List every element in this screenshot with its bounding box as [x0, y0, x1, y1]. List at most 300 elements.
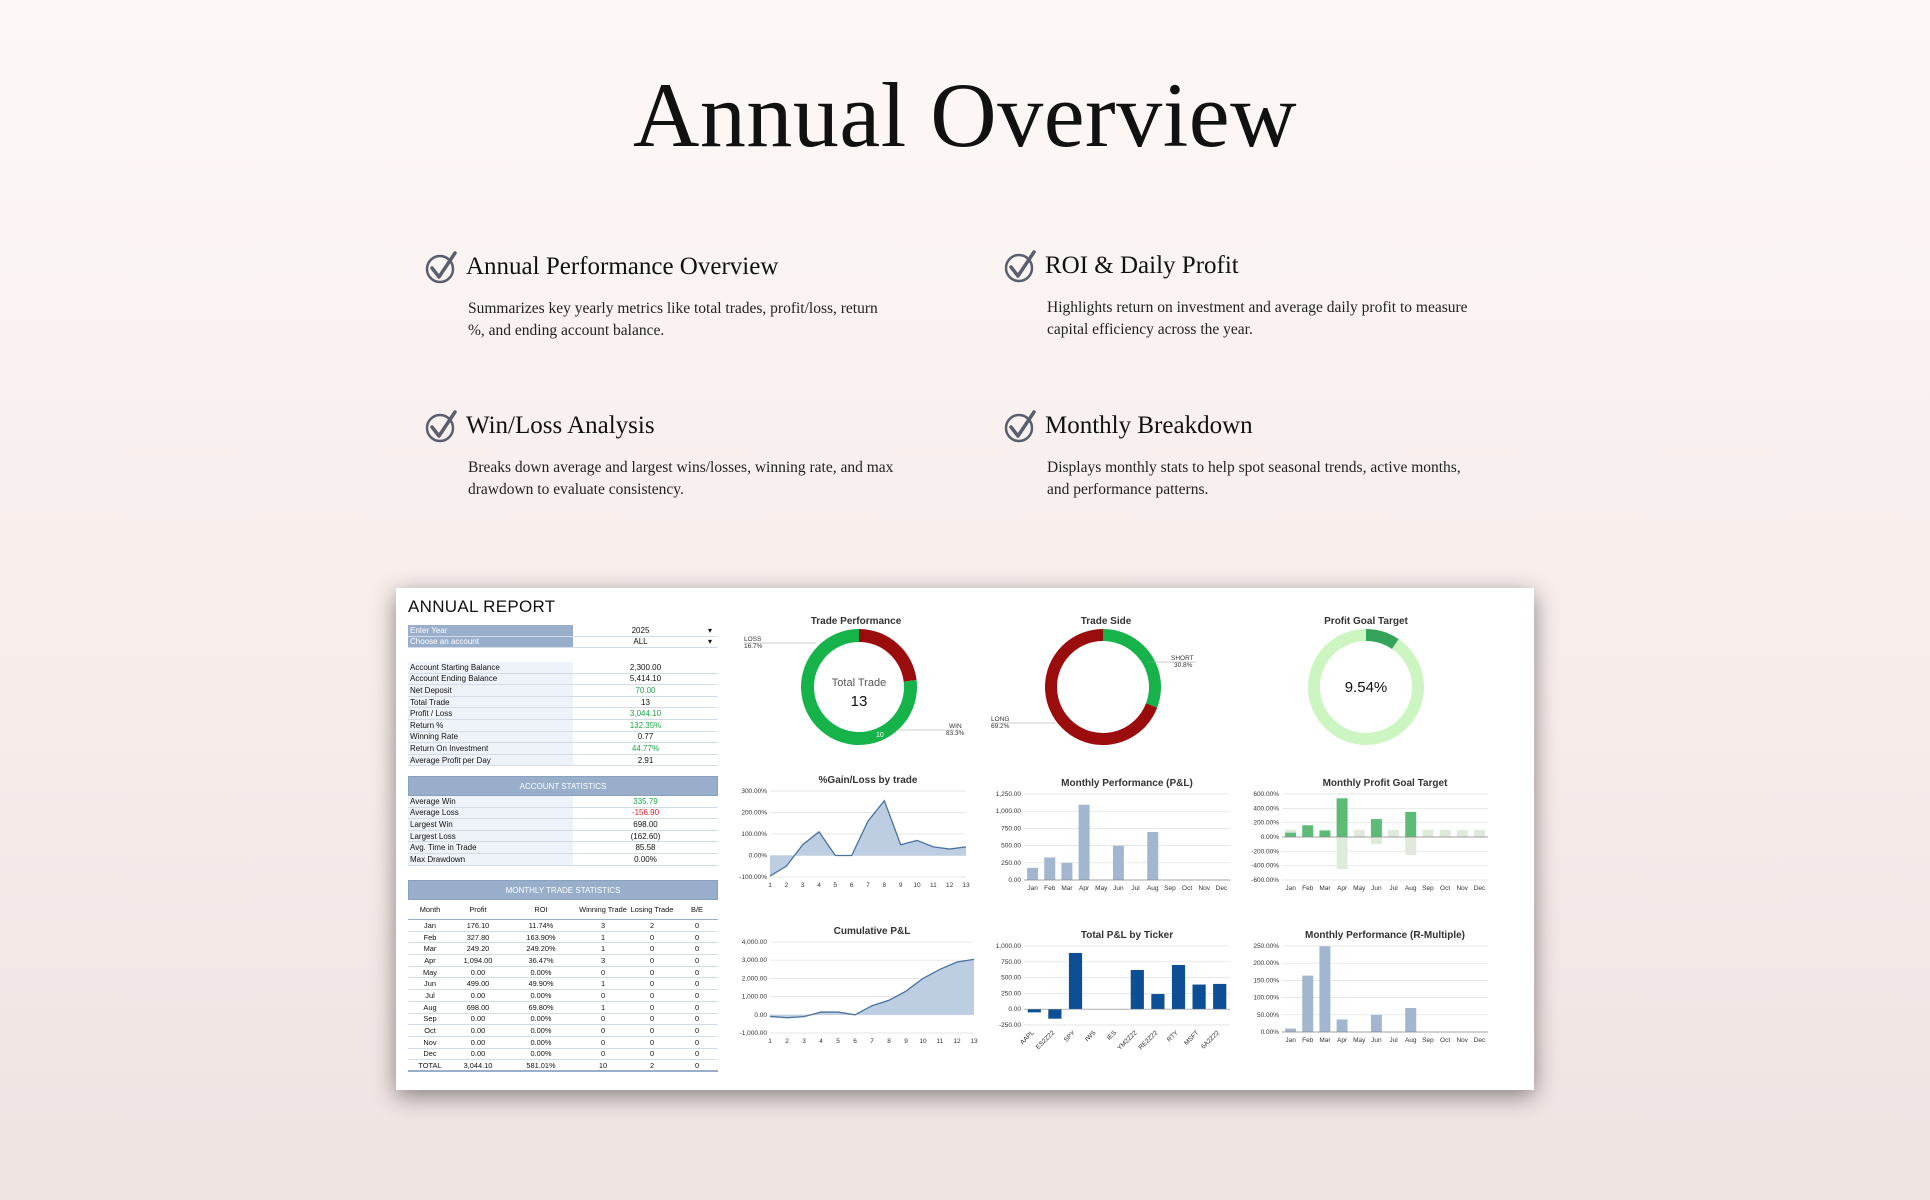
y-tick-label: 150.00%	[1253, 977, 1279, 985]
dropdown-arrow-icon[interactable]: ▾	[708, 625, 713, 635]
summary-row	[408, 697, 718, 709]
monthly-performance-pl-chart	[986, 776, 1236, 894]
row-value: 3,044.10	[629, 709, 662, 719]
report-selectors	[408, 625, 718, 648]
row-value: 85.58	[635, 843, 656, 853]
table-cell: 0	[694, 1002, 700, 1012]
table-row	[408, 990, 718, 1002]
target-bar	[1440, 830, 1451, 837]
bar	[1193, 985, 1206, 1010]
x-tick-label: YM2Z22	[1116, 1029, 1139, 1052]
table-cell: 0	[649, 1002, 655, 1012]
row-value: 2.91	[637, 755, 654, 765]
y-tick-label: 100.00%	[1253, 994, 1279, 1002]
y-tick-label: 2,000.00	[741, 975, 767, 983]
feature-title: Win/Loss Analysis	[466, 412, 655, 439]
target-bar	[1405, 837, 1416, 855]
feature-monthly-breakdown	[1003, 409, 1473, 501]
account-statistics	[408, 776, 718, 866]
y-tick-label: -600.00%	[1251, 877, 1279, 884]
y-tick-label: 50.00%	[1256, 1011, 1279, 1019]
table-cell: Nov	[423, 1037, 437, 1047]
year-value[interactable]: 2025	[573, 626, 708, 635]
table-cell: 249.20	[466, 944, 490, 954]
bar	[1048, 1009, 1061, 1018]
row-value: 13	[641, 697, 650, 707]
bar	[1061, 863, 1072, 880]
x-tick-label: 1	[768, 1038, 772, 1045]
x-tick-label: Jan	[1285, 885, 1296, 892]
check-circle-icon	[1003, 249, 1037, 283]
row-value: 0.77	[637, 732, 654, 742]
table-cell: 0	[649, 932, 655, 942]
table-cell: 0.00%	[530, 1014, 552, 1024]
x-tick-label: Dec	[1473, 1037, 1486, 1044]
table-cell: 0	[600, 1026, 606, 1036]
account-stat-row	[408, 842, 718, 854]
column-header: B/E	[691, 905, 703, 914]
table-cell: 1	[600, 1002, 606, 1012]
donut-slice	[1103, 629, 1161, 708]
bar	[1302, 976, 1313, 1032]
donut-slice	[1366, 629, 1399, 649]
x-tick-label: 7	[866, 882, 870, 889]
x-tick-label: 10	[913, 882, 921, 889]
account-stat-row	[408, 819, 718, 831]
table-cell: 3,044.10	[463, 1060, 493, 1070]
target-bar	[1354, 830, 1365, 837]
x-tick-label: Sep	[1164, 885, 1176, 892]
legend-percent: 30.8%	[1174, 662, 1193, 669]
y-tick-label: 250.00	[1001, 990, 1021, 998]
x-tick-label: Jun	[1113, 885, 1124, 892]
table-cell: 0	[649, 955, 655, 965]
y-tick-label: 200.00%	[1253, 960, 1279, 968]
annual-report-screenshot	[396, 588, 1534, 1090]
x-tick-label: IES	[1105, 1029, 1119, 1042]
legend-percent: 83.3%	[946, 730, 965, 737]
y-tick-label: 0.00	[1008, 1006, 1021, 1014]
y-tick-label: 500.00	[1001, 974, 1021, 982]
x-tick-label: 12	[953, 1038, 961, 1045]
x-tick-label: Jan	[1027, 885, 1038, 892]
x-tick-label: Mar	[1061, 885, 1073, 892]
bar	[1337, 798, 1348, 837]
table-cell: 0	[649, 1037, 655, 1047]
table-cell: 499.00	[466, 979, 490, 989]
x-tick-label: RE2Z22	[1137, 1029, 1160, 1052]
monthly-performance-pl-chart-svg	[986, 776, 1236, 894]
y-tick-label: 1,000.00	[995, 808, 1021, 816]
row-label: Largest Win	[408, 819, 573, 830]
x-tick-label: 8	[882, 882, 887, 889]
legend-percent: 16.7%	[744, 643, 763, 650]
x-tick-label: Dec	[1473, 885, 1486, 892]
year-selector[interactable]	[408, 625, 718, 637]
row-label: Account Ending Balance	[408, 674, 573, 685]
y-tick-label: 750.00	[1001, 958, 1021, 966]
table-cell: 0.00	[470, 1049, 486, 1059]
row-label: Net Deposit	[408, 685, 573, 696]
table-cell: 0	[694, 990, 700, 1000]
trade-performance-chart-svg	[736, 614, 976, 744]
table-row	[408, 1025, 718, 1037]
x-tick-label: 7	[870, 1038, 874, 1045]
table-cell: Aug	[423, 1002, 437, 1012]
x-tick-label: 5	[833, 882, 838, 889]
chart-title: Total P&L by Ticker	[1080, 930, 1174, 941]
total-pl-by-ticker-chart-svg	[986, 928, 1236, 1053]
bar	[1405, 812, 1416, 837]
monthly-profit-goal-chart-svg	[1244, 776, 1494, 894]
bar	[1028, 1009, 1041, 1012]
x-tick-label: SPY	[1062, 1029, 1077, 1044]
x-tick-label: 12	[946, 882, 954, 889]
row-label: Largest Loss	[408, 831, 573, 842]
row-label: Return %	[408, 720, 573, 731]
x-tick-label: Apr	[1337, 1037, 1348, 1044]
bar	[1405, 1008, 1416, 1032]
feature-title: ROI & Daily Profit	[1045, 252, 1239, 279]
cumulative-pl-chart-svg	[732, 924, 980, 1047]
feature-description: Breaks down average and largest wins/losses, winning rate, and max drawdown to evaluate consistency.	[468, 459, 894, 498]
table-cell: 2	[649, 920, 655, 930]
table-cell: 0	[694, 979, 700, 989]
bar	[1027, 868, 1038, 880]
x-tick-label: Mar	[1319, 1037, 1331, 1044]
x-tick-label: May	[1095, 885, 1108, 892]
target-bar	[1422, 830, 1433, 837]
x-tick-label: 6	[849, 882, 854, 889]
y-tick-label: 750.00	[1001, 825, 1021, 833]
bar	[1069, 953, 1082, 1009]
table-cell: 0	[649, 1026, 655, 1036]
slice-value: 4	[1133, 660, 1137, 667]
account-statistics-header: ACCOUNT STATISTICS	[408, 776, 718, 796]
x-tick-label: Nov	[1456, 885, 1469, 892]
y-tick-label: 100.00%	[741, 831, 767, 838]
table-cell: Oct	[424, 1026, 436, 1036]
column-header: ROI	[534, 905, 548, 914]
target-bar	[1371, 837, 1382, 844]
row-value: 132.35%	[629, 720, 662, 730]
total-row	[408, 1060, 718, 1072]
y-tick-label: 500.00	[1001, 842, 1021, 850]
table-cell: 0	[694, 944, 700, 954]
account-value[interactable]: ALL	[573, 637, 708, 646]
row-label: Average Loss	[408, 808, 573, 819]
x-tick-label: Oct	[1440, 885, 1451, 892]
table-cell: 0	[649, 967, 655, 977]
row-label: Total Trade	[408, 697, 573, 708]
x-tick-label: Nov	[1456, 1037, 1469, 1044]
account-stat-row	[408, 796, 718, 808]
bar	[1371, 1015, 1382, 1032]
x-tick-label: Jun	[1371, 1037, 1382, 1044]
table-cell: 0	[649, 944, 655, 954]
table-cell: 0.00	[470, 1026, 486, 1036]
x-tick-label: Feb	[1302, 885, 1314, 892]
table-cell: Dec	[423, 1049, 437, 1059]
table-row	[408, 1037, 718, 1049]
row-value: 5,414.10	[629, 674, 662, 684]
x-tick-label: Mar	[1319, 885, 1331, 892]
table-cell: 0	[600, 1049, 606, 1059]
bar	[1147, 832, 1158, 880]
chart-title: Trade Side	[1080, 616, 1132, 627]
legend-percent: 69.2%	[991, 723, 1010, 730]
table-row	[408, 967, 718, 979]
y-tick-label: 200.00%	[741, 809, 767, 817]
feature-win-loss	[424, 409, 894, 501]
y-tick-label: 1,000.00	[995, 943, 1021, 950]
chart-title: %Gain/Loss by trade	[818, 775, 918, 786]
table-row	[408, 955, 718, 967]
row-value: 0.00%	[634, 854, 657, 864]
x-tick-label: 3	[802, 1038, 806, 1045]
column-header: Winning Trade	[579, 905, 627, 914]
summary-row	[408, 755, 718, 767]
x-tick-label: Aug	[1146, 885, 1159, 892]
feature-roi-daily-profit	[1003, 249, 1473, 341]
table-cell: 0	[694, 932, 700, 942]
x-tick-label: 9	[904, 1038, 908, 1045]
summary-row	[408, 685, 718, 697]
x-tick-label: 8	[887, 1038, 891, 1045]
x-tick-label: 13	[962, 882, 970, 889]
y-tick-label: 0.00	[754, 1011, 767, 1019]
x-tick-label: MSFT	[1183, 1029, 1201, 1047]
account-stat-row	[408, 808, 718, 820]
monthly-performance-r-multiple-chart	[1244, 928, 1494, 1046]
table-cell: 0.00%	[530, 1026, 552, 1036]
y-tick-label: 300.00%	[741, 788, 767, 795]
row-value: 44.77%	[631, 743, 660, 753]
area-fill	[770, 801, 966, 876]
x-tick-label: Sep	[1422, 885, 1434, 892]
feature-description: Displays monthly stats to help spot seasonal trends, active months, and performance patterns.	[1047, 459, 1461, 498]
trade-side-chart-svg	[986, 614, 1226, 744]
check-circle-icon	[1003, 409, 1037, 443]
table-cell: May	[423, 967, 437, 977]
row-value: (162.60)	[630, 831, 661, 841]
x-tick-label: Jun	[1371, 885, 1382, 892]
x-tick-label: 5	[836, 1038, 840, 1045]
table-cell: 0	[649, 1049, 655, 1059]
table-cell: 581.01%	[526, 1060, 556, 1070]
table-row	[408, 1014, 718, 1026]
x-tick-label: 10	[919, 1038, 927, 1045]
x-tick-label: 2	[785, 1038, 789, 1045]
table-cell: Apr	[424, 955, 436, 965]
x-tick-label: Dec	[1215, 885, 1228, 892]
x-tick-label: Feb	[1302, 1037, 1314, 1044]
legend-label: LOSS	[744, 636, 762, 643]
bar	[1337, 1019, 1348, 1032]
x-tick-label: Apr	[1337, 885, 1348, 892]
cumulative-pl-chart	[732, 924, 980, 1047]
page-title: Annual Overview	[632, 64, 1298, 166]
table-cell: 0	[694, 955, 700, 965]
table-cell: 249.20%	[526, 944, 556, 954]
gain-loss-by-trade-chart	[732, 773, 972, 891]
x-tick-label: Jul	[1389, 1037, 1398, 1044]
table-cell: 0.00%	[530, 990, 552, 1000]
x-tick-label: Aug	[1404, 885, 1417, 892]
table-cell: 0	[694, 920, 700, 930]
y-tick-label: 0.00%	[1260, 1029, 1279, 1036]
x-tick-label: Feb	[1044, 885, 1056, 892]
table-cell: Jul	[425, 990, 435, 1000]
x-tick-label: Oct	[1440, 1037, 1451, 1044]
summary-row	[408, 720, 718, 732]
x-tick-label: May	[1353, 885, 1366, 892]
summary-table	[408, 662, 718, 766]
summary-row	[408, 662, 718, 674]
x-tick-label: 9	[898, 882, 903, 889]
x-tick-label: 1	[768, 882, 772, 889]
feature-description: Highlights return on investment and average daily profit to measure capital efficiency across the year.	[1047, 299, 1468, 338]
table-cell: 327.80	[466, 932, 490, 942]
table-cell: 0	[649, 990, 655, 1000]
row-value: 2,300.00	[629, 662, 662, 672]
table-cell: 3	[600, 920, 606, 930]
bar	[1044, 857, 1055, 880]
table-cell: 1,094.00	[463, 955, 493, 965]
table-cell: 0.00%	[530, 1037, 552, 1047]
x-tick-label: 4	[817, 882, 821, 889]
table-cell: 3	[600, 955, 606, 965]
row-value: -156.90	[631, 808, 660, 818]
legend-label: WIN	[949, 723, 962, 730]
chart-title: Cumulative P&L	[833, 926, 911, 937]
x-tick-label: 11	[929, 882, 937, 889]
table-cell: 10	[598, 1060, 608, 1070]
table-cell: 2	[649, 1060, 655, 1070]
trade-side-chart	[986, 614, 1226, 744]
x-tick-label: ES2Z22	[1034, 1029, 1057, 1052]
x-tick-label: 13	[970, 1038, 978, 1045]
y-tick-label: -1,000.00	[739, 1030, 767, 1037]
account-label: Choose an account	[408, 637, 573, 648]
y-tick-label: 4,000.00	[741, 939, 767, 946]
table-cell: 0.00%	[530, 967, 552, 977]
center-label: Total Trade	[831, 677, 887, 689]
table-cell: 0	[600, 1014, 606, 1024]
chart-title: Monthly Performance (R-Multiple)	[1304, 930, 1466, 941]
bar	[1319, 946, 1330, 1032]
check-circle-icon	[424, 409, 458, 443]
bar	[1213, 984, 1226, 1009]
row-label: Winning Rate	[408, 732, 573, 743]
table-cell: 0.00%	[530, 1049, 552, 1059]
table-cell: 1	[600, 944, 606, 954]
monthly-statistics-header: MONTHLY TRADE STATISTICS	[408, 880, 718, 900]
table-cell: 0	[694, 967, 700, 977]
x-tick-label: IWS	[1083, 1029, 1098, 1044]
row-value: 698.00	[633, 819, 658, 829]
table-cell: 36.47%	[528, 955, 554, 965]
x-tick-label: 6	[853, 1038, 857, 1045]
legend-label: SHORT	[1171, 655, 1194, 662]
row-label: Avg. Time in Trade	[408, 842, 573, 853]
account-stat-row	[408, 854, 718, 866]
bar	[1131, 970, 1144, 1009]
x-tick-label: Jan	[1285, 1037, 1296, 1044]
account-stat-row	[408, 831, 718, 843]
table-cell: 163.90%	[526, 932, 556, 942]
column-header: Profit	[469, 905, 487, 914]
chart-title: Profit Goal Target	[1324, 616, 1408, 627]
y-tick-label: -100.00%	[739, 874, 767, 881]
center-value: 13	[850, 693, 868, 710]
y-tick-label: 1,000.00	[741, 993, 767, 1001]
feature-title: Annual Performance Overview	[466, 253, 779, 280]
target-bar	[1474, 830, 1485, 837]
summary-row	[408, 674, 718, 686]
total-pl-by-ticker-chart	[986, 928, 1236, 1053]
dropdown-arrow-icon[interactable]: ▾	[708, 637, 713, 647]
y-tick-label: 1,250.00	[995, 791, 1021, 798]
table-cell: 0.00	[470, 1037, 486, 1047]
chart-title: Monthly Profit Goal Target	[1322, 778, 1448, 789]
check-circle-icon	[424, 250, 458, 284]
chart-title: Trade Performance	[810, 616, 902, 627]
monthly-profit-goal-chart	[1244, 776, 1494, 894]
bar	[1285, 833, 1296, 837]
x-tick-label: Aug	[1404, 1037, 1417, 1044]
x-tick-label: May	[1353, 1037, 1366, 1044]
table-cell: 0	[600, 990, 606, 1000]
y-tick-label: -400.00%	[1251, 862, 1279, 870]
summary-row	[408, 732, 718, 744]
bar	[1285, 1029, 1296, 1032]
bar	[1172, 965, 1185, 1009]
year-label: Enter Year	[408, 625, 573, 636]
x-tick-label: Jul	[1131, 885, 1140, 892]
slice-value: 10	[876, 732, 884, 739]
summary-row	[408, 708, 718, 720]
x-tick-label: 4	[819, 1038, 823, 1045]
table-cell: Jan	[424, 920, 436, 930]
row-label: Average Win	[408, 796, 573, 807]
row-label: Return On Investment	[408, 743, 573, 754]
y-tick-label: 200.00%	[1253, 819, 1279, 827]
slice-value: 9	[1069, 708, 1073, 715]
y-tick-label: 0.00%	[1260, 834, 1279, 841]
account-selector[interactable]	[408, 637, 718, 649]
table-row	[408, 932, 718, 944]
trade-performance-chart	[736, 614, 976, 744]
table-cell: 0	[694, 1014, 700, 1024]
table-cell: 0	[649, 979, 655, 989]
feature-description: Summarizes key yearly metrics like total trades, profit/loss, return %, and ending account balance.	[468, 300, 878, 339]
table-cell: 0	[600, 967, 606, 977]
table-cell: 0	[694, 1060, 700, 1070]
summary-row	[408, 743, 718, 755]
y-tick-label: 600.00%	[1253, 791, 1279, 798]
x-tick-label: Jul	[1389, 885, 1398, 892]
report-title: ANNUAL REPORT	[408, 597, 556, 616]
table-cell: 0	[649, 1014, 655, 1024]
row-label: Account Starting Balance	[408, 662, 573, 673]
row-label: Profit / Loss	[408, 708, 573, 719]
y-tick-label: 250.00%	[1253, 943, 1279, 950]
row-value: 335.79	[633, 796, 658, 806]
table-cell: 0	[694, 1026, 700, 1036]
bar	[1302, 825, 1313, 837]
bar	[1079, 805, 1090, 880]
